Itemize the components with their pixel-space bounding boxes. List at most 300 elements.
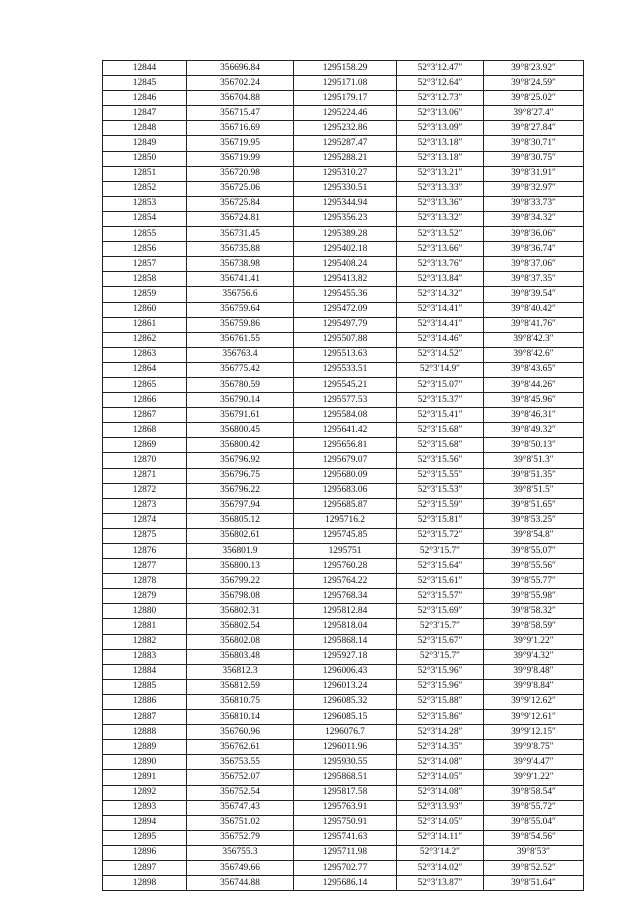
y-coordinate-cell: 1295413.82 [294,272,397,287]
longitude-cell: 39°8′51.65″ [484,498,584,513]
y-coordinate-cell: 1295927.18 [294,649,397,664]
table-row [103,136,584,151]
y-coordinate-cell: 1295764.22 [294,574,397,589]
x-coordinate-cell: 356704.88 [187,91,294,106]
x-coordinate-cell: 356741.41 [187,272,294,287]
table-row [103,755,584,770]
longitude-cell: 39°8′27.4″ [484,106,584,121]
table-row [103,528,584,543]
x-coordinate-cell: 356752.79 [187,830,294,845]
point-number-cell: 12869 [103,438,187,453]
latitude-cell: 52°3′15.7″ [397,544,484,559]
y-coordinate-cell: 1295711.98 [294,845,397,860]
longitude-cell: 39°9′4.32″ [484,649,584,664]
point-number-cell: 12871 [103,468,187,483]
table-row [103,589,584,604]
longitude-cell: 39°8′36.06″ [484,227,584,242]
longitude-cell: 39°8′58.54″ [484,785,584,800]
table-row [103,770,584,785]
table-row [103,800,584,815]
longitude-cell: 39°8′40.42″ [484,302,584,317]
longitude-cell: 39°8′32.97″ [484,181,584,196]
point-number-cell: 12850 [103,151,187,166]
coordinates-table-body [103,61,584,891]
x-coordinate-cell: 356755.3 [187,845,294,860]
point-number-cell: 12863 [103,347,187,362]
latitude-cell: 52°3′14.05″ [397,815,484,830]
longitude-cell: 39°9′12.62″ [484,694,584,709]
y-coordinate-cell: 1295868.14 [294,634,397,649]
table-row [103,694,584,709]
y-coordinate-cell: 1295179.17 [294,91,397,106]
longitude-cell: 39°9′12.61″ [484,710,584,725]
latitude-cell: 52°3′14.08″ [397,755,484,770]
table-row [103,815,584,830]
latitude-cell: 52°3′13.76″ [397,257,484,272]
longitude-cell: 39°8′44.26″ [484,377,584,392]
y-coordinate-cell: 1295817.58 [294,785,397,800]
table-row [103,257,584,272]
x-coordinate-cell: 356752.54 [187,785,294,800]
x-coordinate-cell: 356805.12 [187,513,294,528]
point-number-cell: 12893 [103,800,187,815]
x-coordinate-cell: 356803.48 [187,649,294,664]
y-coordinate-cell: 1296085.15 [294,710,397,725]
latitude-cell: 52°3′14.32″ [397,287,484,302]
x-coordinate-cell: 356719.95 [187,136,294,151]
point-number-cell: 12847 [103,106,187,121]
x-coordinate-cell: 356796.92 [187,453,294,468]
table-row [103,544,584,559]
latitude-cell: 52°3′12.47″ [397,61,484,76]
longitude-cell: 39°9′1.22″ [484,770,584,785]
longitude-cell: 39°8′34.32″ [484,211,584,226]
point-number-cell: 12868 [103,423,187,438]
latitude-cell: 52°3′15.81″ [397,513,484,528]
point-number-cell: 12860 [103,302,187,317]
table-row [103,725,584,740]
longitude-cell: 39°8′55.04″ [484,815,584,830]
point-number-cell: 12892 [103,785,187,800]
point-number-cell: 12889 [103,740,187,755]
table-row [103,332,584,347]
x-coordinate-cell: 356802.31 [187,604,294,619]
y-coordinate-cell: 1295818.04 [294,619,397,634]
latitude-cell: 52°3′15.53″ [397,483,484,498]
x-coordinate-cell: 356720.98 [187,166,294,181]
point-number-cell: 12879 [103,589,187,604]
x-coordinate-cell: 356731.45 [187,227,294,242]
x-coordinate-cell: 356696.84 [187,61,294,76]
longitude-cell: 39°8′30.75″ [484,151,584,166]
y-coordinate-cell: 1295344.94 [294,196,397,211]
y-coordinate-cell: 1295679.07 [294,453,397,468]
y-coordinate-cell: 1295577.53 [294,393,397,408]
point-number-cell: 12852 [103,181,187,196]
table-row [103,438,584,453]
x-coordinate-cell: 356810.14 [187,710,294,725]
longitude-cell: 39°8′41.76″ [484,317,584,332]
point-number-cell: 12846 [103,91,187,106]
latitude-cell: 52°3′15.96″ [397,679,484,694]
latitude-cell: 52°3′15.88″ [397,694,484,709]
y-coordinate-cell: 1295812.84 [294,604,397,619]
table-row [103,468,584,483]
x-coordinate-cell: 356760.96 [187,725,294,740]
x-coordinate-cell: 356790.14 [187,393,294,408]
latitude-cell: 52°3′14.08″ [397,785,484,800]
longitude-cell: 39°8′49.32″ [484,423,584,438]
x-coordinate-cell: 356800.42 [187,438,294,453]
table-row [103,287,584,302]
latitude-cell: 52°3′14.46″ [397,332,484,347]
latitude-cell: 52°3′15.55″ [397,468,484,483]
longitude-cell: 39°8′52.52″ [484,860,584,875]
point-number-cell: 12891 [103,770,187,785]
y-coordinate-cell: 1295751 [294,544,397,559]
table-row [103,453,584,468]
longitude-cell: 39°8′55.07″ [484,544,584,559]
point-number-cell: 12883 [103,649,187,664]
latitude-cell: 52°3′15.56″ [397,453,484,468]
x-coordinate-cell: 356812.3 [187,664,294,679]
longitude-cell: 39°8′55.72″ [484,800,584,815]
y-coordinate-cell: 1295763.91 [294,800,397,815]
point-number-cell: 12864 [103,362,187,377]
longitude-cell: 39°8′30.71″ [484,136,584,151]
point-number-cell: 12888 [103,725,187,740]
table-row [103,377,584,392]
point-number-cell: 12861 [103,317,187,332]
table-row [103,393,584,408]
longitude-cell: 39°8′53″ [484,845,584,860]
point-number-cell: 12895 [103,830,187,845]
y-coordinate-cell: 1296076.7 [294,725,397,740]
longitude-cell: 39°8′37.35″ [484,272,584,287]
latitude-cell: 52°3′15.61″ [397,574,484,589]
latitude-cell: 52°3′13.87″ [397,876,484,891]
x-coordinate-cell: 356800.45 [187,423,294,438]
longitude-cell: 39°8′24.59″ [484,76,584,91]
table-row [103,679,584,694]
table-row [103,317,584,332]
longitude-cell: 39°8′58.59″ [484,619,584,634]
latitude-cell: 52°3′14.9″ [397,362,484,377]
latitude-cell: 52°3′15.96″ [397,664,484,679]
latitude-cell: 52°3′13.33″ [397,181,484,196]
point-number-cell: 12878 [103,574,187,589]
latitude-cell: 52°3′13.66″ [397,242,484,257]
point-number-cell: 12874 [103,513,187,528]
table-row [103,513,584,528]
table-row [103,604,584,619]
longitude-cell: 39°8′42.3″ [484,332,584,347]
x-coordinate-cell: 356753.55 [187,755,294,770]
longitude-cell: 39°8′53.25″ [484,513,584,528]
x-coordinate-cell: 356810.75 [187,694,294,709]
y-coordinate-cell: 1295750.91 [294,815,397,830]
table-row [103,634,584,649]
point-number-cell: 12849 [103,136,187,151]
y-coordinate-cell: 1295158.29 [294,61,397,76]
x-coordinate-cell: 356798.08 [187,589,294,604]
x-coordinate-cell: 356716.69 [187,121,294,136]
point-number-cell: 12845 [103,76,187,91]
y-coordinate-cell: 1295287.47 [294,136,397,151]
table-row [103,830,584,845]
longitude-cell: 39°8′51.3″ [484,453,584,468]
point-number-cell: 12855 [103,227,187,242]
latitude-cell: 52°3′14.28″ [397,725,484,740]
point-number-cell: 12884 [103,664,187,679]
point-number-cell: 12882 [103,634,187,649]
latitude-cell: 52°3′13.93″ [397,800,484,815]
longitude-cell: 39°8′23.92″ [484,61,584,76]
x-coordinate-cell: 356749.66 [187,860,294,875]
table-row [103,740,584,755]
x-coordinate-cell: 356763.4 [187,347,294,362]
point-number-cell: 12881 [103,619,187,634]
latitude-cell: 52°3′15.59″ [397,498,484,513]
longitude-cell: 39°8′45.96″ [484,393,584,408]
x-coordinate-cell: 356719.99 [187,151,294,166]
table-row [103,483,584,498]
x-coordinate-cell: 356752.07 [187,770,294,785]
y-coordinate-cell: 1295330.51 [294,181,397,196]
latitude-cell: 52°3′13.36″ [397,196,484,211]
table-row [103,423,584,438]
x-coordinate-cell: 356751.02 [187,815,294,830]
table-row [103,785,584,800]
table-row [103,408,584,423]
table-row [103,710,584,725]
y-coordinate-cell: 1295408.24 [294,257,397,272]
point-number-cell: 12867 [103,408,187,423]
longitude-cell: 39°8′31.91″ [484,166,584,181]
x-coordinate-cell: 356725.84 [187,196,294,211]
y-coordinate-cell: 1295455.36 [294,287,397,302]
latitude-cell: 52°3′14.35″ [397,740,484,755]
longitude-cell: 39°8′37.06″ [484,257,584,272]
point-number-cell: 12873 [103,498,187,513]
point-number-cell: 12897 [103,860,187,875]
longitude-cell: 39°8′51.35″ [484,468,584,483]
longitude-cell: 39°9′1.22″ [484,634,584,649]
y-coordinate-cell: 1295683.06 [294,483,397,498]
latitude-cell: 52°3′12.64″ [397,76,484,91]
latitude-cell: 52°3′13.06″ [397,106,484,121]
longitude-cell: 39°8′55.98″ [484,589,584,604]
y-coordinate-cell: 1295288.21 [294,151,397,166]
x-coordinate-cell: 356801.9 [187,544,294,559]
longitude-cell: 39°8′54.56″ [484,830,584,845]
latitude-cell: 52°3′14.41″ [397,317,484,332]
table-row [103,196,584,211]
x-coordinate-cell: 356800.13 [187,559,294,574]
x-coordinate-cell: 356802.54 [187,619,294,634]
x-coordinate-cell: 356796.75 [187,468,294,483]
y-coordinate-cell: 1295680.09 [294,468,397,483]
latitude-cell: 52°3′15.07″ [397,377,484,392]
point-number-cell: 12898 [103,876,187,891]
table-row [103,61,584,76]
x-coordinate-cell: 356744.88 [187,876,294,891]
x-coordinate-cell: 356738.98 [187,257,294,272]
point-number-cell: 12844 [103,61,187,76]
table-row [103,272,584,287]
table-row [103,347,584,362]
y-coordinate-cell: 1295472.09 [294,302,397,317]
longitude-cell: 39°9′8.75″ [484,740,584,755]
latitude-cell: 52°3′15.7″ [397,619,484,634]
y-coordinate-cell: 1295513.63 [294,347,397,362]
y-coordinate-cell: 1295533.51 [294,362,397,377]
x-coordinate-cell: 356747.43 [187,800,294,815]
point-number-cell: 12894 [103,815,187,830]
latitude-cell: 52°3′13.84″ [397,272,484,287]
x-coordinate-cell: 356799.22 [187,574,294,589]
x-coordinate-cell: 356797.94 [187,498,294,513]
latitude-cell: 52°3′13.32″ [397,211,484,226]
table-row [103,845,584,860]
point-number-cell: 12866 [103,393,187,408]
table-row [103,227,584,242]
longitude-cell: 39°9′8.48″ [484,664,584,679]
table-row [103,91,584,106]
x-coordinate-cell: 356735.88 [187,242,294,257]
x-coordinate-cell: 356761.55 [187,332,294,347]
latitude-cell: 52°3′15.37″ [397,393,484,408]
point-number-cell: 12853 [103,196,187,211]
table-row [103,860,584,875]
y-coordinate-cell: 1295232.86 [294,121,397,136]
table-row [103,211,584,226]
table-row [103,559,584,574]
x-coordinate-cell: 356775.42 [187,362,294,377]
latitude-cell: 52°3′15.57″ [397,589,484,604]
point-number-cell: 12858 [103,272,187,287]
latitude-cell: 52°3′14.05″ [397,770,484,785]
latitude-cell: 52°3′14.41″ [397,302,484,317]
point-number-cell: 12848 [103,121,187,136]
latitude-cell: 52°3′14.11″ [397,830,484,845]
y-coordinate-cell: 1295745.85 [294,528,397,543]
latitude-cell: 52°3′15.86″ [397,710,484,725]
point-number-cell: 12890 [103,755,187,770]
y-coordinate-cell: 1295389.28 [294,227,397,242]
latitude-cell: 52°3′13.18″ [397,136,484,151]
table-row [103,302,584,317]
table-row [103,166,584,181]
latitude-cell: 52°3′15.64″ [397,559,484,574]
x-coordinate-cell: 356812.59 [187,679,294,694]
point-number-cell: 12862 [103,332,187,347]
y-coordinate-cell: 1295741.63 [294,830,397,845]
table-row [103,151,584,166]
longitude-cell: 39°8′36.74″ [484,242,584,257]
point-number-cell: 12875 [103,528,187,543]
longitude-cell: 39°9′12.15″ [484,725,584,740]
point-number-cell: 12851 [103,166,187,181]
latitude-cell: 52°3′13.09″ [397,121,484,136]
table-row [103,876,584,891]
x-coordinate-cell: 356702.24 [187,76,294,91]
x-coordinate-cell: 356715.47 [187,106,294,121]
y-coordinate-cell: 1295641.42 [294,423,397,438]
x-coordinate-cell: 356756.6 [187,287,294,302]
x-coordinate-cell: 356802.08 [187,634,294,649]
latitude-cell: 52°3′13.18″ [397,151,484,166]
x-coordinate-cell: 356802.61 [187,528,294,543]
latitude-cell: 52°3′14.52″ [397,347,484,362]
x-coordinate-cell: 356791.61 [187,408,294,423]
latitude-cell: 52°3′12.73″ [397,91,484,106]
longitude-cell: 39°8′54.8″ [484,528,584,543]
latitude-cell: 52°3′15.68″ [397,438,484,453]
y-coordinate-cell: 1295868.51 [294,770,397,785]
y-coordinate-cell: 1295656.81 [294,438,397,453]
x-coordinate-cell: 356780.59 [187,377,294,392]
y-coordinate-cell: 1295310.27 [294,166,397,181]
latitude-cell: 52°3′14.02″ [397,860,484,875]
table-row [103,181,584,196]
y-coordinate-cell: 1296013.24 [294,679,397,694]
y-coordinate-cell: 1295356.23 [294,211,397,226]
y-coordinate-cell: 1295402.18 [294,242,397,257]
x-coordinate-cell: 356725.06 [187,181,294,196]
longitude-cell: 39°8′46.31″ [484,408,584,423]
table-row [103,121,584,136]
x-coordinate-cell: 356796.22 [187,483,294,498]
latitude-cell: 52°3′15.72″ [397,528,484,543]
point-number-cell: 12876 [103,544,187,559]
point-number-cell: 12896 [103,845,187,860]
y-coordinate-cell: 1295224.46 [294,106,397,121]
latitude-cell: 52°3′15.41″ [397,408,484,423]
y-coordinate-cell: 1295497.79 [294,317,397,332]
longitude-cell: 39°8′42.6″ [484,347,584,362]
point-number-cell: 12870 [103,453,187,468]
y-coordinate-cell: 1295702.77 [294,860,397,875]
x-coordinate-cell: 356762.61 [187,740,294,755]
y-coordinate-cell: 1295686.14 [294,876,397,891]
point-number-cell: 12877 [103,559,187,574]
longitude-cell: 39°8′27.84″ [484,121,584,136]
y-coordinate-cell: 1295760.28 [294,559,397,574]
y-coordinate-cell: 1296006.43 [294,664,397,679]
latitude-cell: 52°3′15.67″ [397,634,484,649]
longitude-cell: 39°9′8.84″ [484,679,584,694]
point-number-cell: 12885 [103,679,187,694]
y-coordinate-cell: 1295545.21 [294,377,397,392]
y-coordinate-cell: 1296085.32 [294,694,397,709]
table-row [103,362,584,377]
point-number-cell: 12872 [103,483,187,498]
point-number-cell: 12859 [103,287,187,302]
point-number-cell: 12854 [103,211,187,226]
y-coordinate-cell: 1296011.96 [294,740,397,755]
point-number-cell: 12856 [103,242,187,257]
table-row [103,76,584,91]
y-coordinate-cell: 1295716.2 [294,513,397,528]
longitude-cell: 39°8′58.32″ [484,604,584,619]
x-coordinate-cell: 356724.81 [187,211,294,226]
point-number-cell: 12887 [103,710,187,725]
y-coordinate-cell: 1295171.08 [294,76,397,91]
point-number-cell: 12886 [103,694,187,709]
coordinates-table [102,60,584,891]
latitude-cell: 52°3′14.2″ [397,845,484,860]
